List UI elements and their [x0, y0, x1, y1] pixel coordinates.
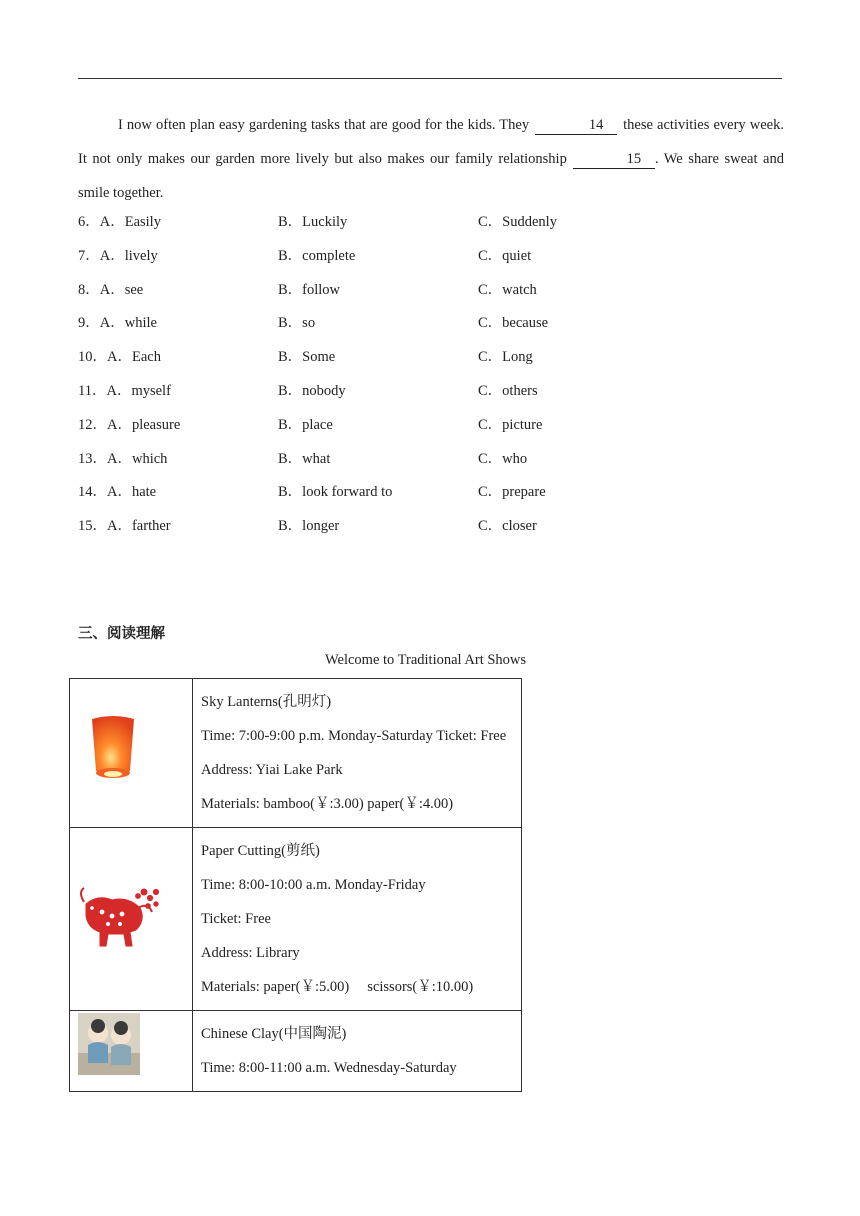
chinese-clay-image [78, 1013, 140, 1075]
question-row [78, 341, 778, 375]
blank-15: 15 [573, 150, 655, 169]
option-b: B．complete [278, 247, 356, 264]
question-number: 7． [78, 247, 100, 264]
question-number: 6． [78, 214, 100, 230]
sky-lantern-image [82, 713, 144, 793]
table-row [70, 828, 522, 1011]
option-c: C．others [478, 382, 538, 399]
option-b: B．what [278, 450, 331, 467]
question-row [78, 409, 778, 443]
option-c: C．watch [478, 281, 537, 298]
show-time: Time: 7:00-9:00 p.m. Monday-Saturday Ticket: Free [201, 728, 507, 744]
show-title: Sky Lanterns(孔明灯) [201, 694, 332, 710]
option-c: C．because [478, 315, 549, 332]
option-b: B．nobody [278, 382, 346, 399]
option-c: C．Long [478, 349, 533, 366]
question-row [78, 375, 778, 409]
info-cell [193, 828, 522, 1011]
question-number: 10． [78, 349, 107, 366]
show-ticket: Ticket: Free [201, 911, 271, 927]
passage-text-1: I now often plan easy gardening tasks that are good for the kids. They [118, 117, 530, 133]
option-c: C．closer [478, 518, 537, 535]
option-b: B．so [278, 315, 316, 332]
show-title: Paper Cutting(剪纸) [201, 843, 320, 859]
option-b: B．Luckily [278, 214, 348, 230]
option-c: C．prepare [478, 484, 546, 501]
table-row [70, 679, 522, 828]
table-row [70, 1011, 522, 1092]
option-b: B．Some [278, 349, 336, 366]
question-row [78, 274, 778, 308]
show-address: Address: Library [201, 945, 300, 961]
image-cell [70, 1011, 193, 1092]
table-title: Welcome to Traditional Art Shows [325, 652, 527, 668]
question-row [78, 443, 778, 477]
show-time: Time: 8:00-11:00 a.m. Wednesday-Saturday [201, 1060, 457, 1076]
option-b: B．look forward to [278, 484, 393, 501]
header-rule [78, 78, 782, 79]
passage-text-3: . We share sweat and smile together. [78, 151, 784, 201]
option-a: A．myself [106, 382, 171, 399]
option-a: A．see [99, 281, 144, 298]
paper-cutting-image [78, 882, 164, 956]
question-row [78, 240, 778, 274]
question-number: 14． [78, 484, 107, 501]
show-address: Address: Yiai Lake Park [201, 762, 343, 778]
option-b: B．longer [278, 518, 340, 535]
passage-paragraph [78, 108, 784, 210]
option-b: B．place [278, 416, 333, 433]
section-title: 三、阅读理解 [78, 626, 165, 642]
image-cell [70, 828, 193, 1011]
info-cell [193, 679, 522, 828]
option-a: A．which [107, 450, 168, 467]
passage-text-2: these activities every week. It not only makes our garden more lively but also makes our family relationship [78, 117, 784, 167]
show-time: Time: 8:00-10:00 a.m. Monday-Friday [201, 877, 426, 893]
question-row [78, 307, 778, 341]
option-c: C．quiet [478, 247, 532, 264]
question-number: 12． [78, 416, 107, 433]
option-a: A．farther [107, 518, 171, 535]
option-c: C．who [478, 450, 528, 467]
info-cell [193, 1011, 522, 1092]
question-number: 8． [78, 281, 100, 298]
show-materials: Materials: paper(￥:5.00) scissors(￥:10.00) [201, 979, 474, 995]
question-row [78, 206, 778, 240]
question-number: 15． [78, 518, 107, 535]
option-b: B．follow [278, 281, 341, 298]
show-materials: Materials: bamboo(￥:3.00) paper(￥:4.00) [201, 796, 454, 812]
question-row [78, 510, 778, 544]
option-a: A．pleasure [107, 416, 181, 433]
option-a: A．while [99, 315, 157, 332]
option-a: A．Each [107, 349, 161, 366]
blank-14: 14 [535, 116, 617, 135]
option-a: A．Easily [99, 214, 161, 230]
option-a: A．lively [99, 247, 158, 264]
option-c: C．Suddenly [478, 214, 557, 230]
option-c: C．picture [478, 416, 543, 433]
question-number: 13． [78, 450, 107, 467]
art-shows-table [69, 678, 522, 1092]
passage [78, 108, 784, 210]
image-cell [70, 679, 193, 828]
question-row [78, 476, 778, 510]
question-options [78, 206, 778, 544]
question-number: 9． [78, 315, 100, 332]
show-title: Chinese Clay(中国陶泥) [201, 1026, 347, 1042]
question-number: 11． [78, 382, 107, 399]
option-a: A．hate [107, 484, 157, 501]
